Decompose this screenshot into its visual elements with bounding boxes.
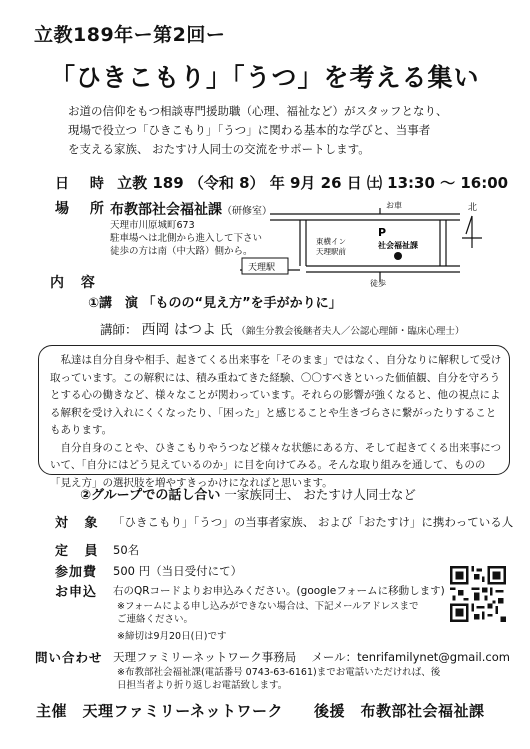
target-label: 対 象 <box>55 516 104 531</box>
fee-label: 参加費 <box>55 565 98 580</box>
lecturer-honorific: 氏 <box>215 322 233 337</box>
map-hotel-line2: 天理駅前 <box>316 247 346 256</box>
group-desc: 一家族同士、 おたすけ人同士など <box>224 487 416 502</box>
address-line: 駐車場へは北側から進入して下さい <box>110 233 263 244</box>
datetime-value: 立教 189 （令和 8） 年 9月 26 日 ㈯ 13:30 〜 16:00 <box>117 174 509 192</box>
venue-marker <box>394 252 402 260</box>
access-map <box>240 196 510 288</box>
parking-icon: P <box>378 226 387 239</box>
venue-room: （研修室） <box>222 206 272 217</box>
intro-line: お道の信仰をもつ相談専門援助職（心理、福祉など）がスタッフとなり、 <box>68 104 448 118</box>
target-value: 「ひきこもり」「うつ」の当事者家族、 および「おたすけ」に携わっている人 <box>113 515 514 529</box>
description-paragraph: 自分自身のことや、ひきこもりやうつなど様々な状態にある方、そして起きてくる出来事について、「自分にはどう見えているのか」に目を向けてみる。そんな取り組みを通して、ものの「見え方」の選択肢を増やすきっかけになればと思います。 <box>50 441 502 489</box>
lecturer-name: 西岡 はつよ <box>141 322 216 338</box>
map-venue-label: 社会福祉課 <box>378 241 418 250</box>
lecture-title: ①講 演 「ものの“見え方”を手がかりに」 <box>88 296 342 311</box>
lecturer-line <box>100 319 464 339</box>
intro-line: を支える家族、 おたすけ人同士の交流をサポートします。 <box>68 142 370 156</box>
capacity-value: 50名 <box>113 543 140 557</box>
map-hotel-line1: 東横イン <box>316 237 346 246</box>
datetime-label: 日 時 <box>55 176 112 192</box>
apply-value: 右のQRコードよりお申込みください。(googleフォームに移動します) <box>113 585 445 597</box>
map-station: 天理駅 <box>248 263 276 273</box>
intro-text <box>68 102 508 159</box>
map-car-label: お車 <box>386 201 402 210</box>
address-line: 天理市川原城町673 <box>110 220 195 231</box>
group-discussion <box>80 484 416 503</box>
qr-code-icon[interactable] <box>450 566 506 622</box>
apply-note: ※フォームによる申し込みができない場合は、下記メールアドレスまでご連絡ください。 <box>117 601 419 625</box>
description-paragraph: 私達は自分自身や相手、起きてくる出来事を「そのまま」ではなく、自分なりに解釈して受け取っています。この解釈には、積み重ねてきた経験、〇〇すべきといった価値観、自分を守ろうとする心の働きなど、様々なことが関わっています。それらの影響が強くなると、他の視点による解釈を受け入れにくくなったり、「困った」と感じることや生きづらさに繋がったりすることもあります。 <box>50 354 502 436</box>
inquiry-note: ※布教部社会福祉課(電話番号 0743-63-6161)までお電話いただければ、後日担当者より折り返しお電話致します。 <box>117 667 441 691</box>
address-line: 徒歩の方は南（中大路）側から。 <box>110 246 253 257</box>
map-north-label: 北 <box>468 203 478 213</box>
north-arrow-icon <box>462 216 482 248</box>
footer-organizers: 主催 天理ファミリーネットワーク 後援 布教部社会福祉課 <box>36 702 485 720</box>
apply-label: お申込 <box>55 585 98 600</box>
map-walk-label: 徒歩 <box>370 279 386 288</box>
group-title: ②グループでの話し合い <box>80 488 221 503</box>
datetime-row <box>55 172 508 193</box>
intro-line: 現場で役立つ「ひきこもり」「うつ」に関わる基本的な学びと、当事者 <box>68 123 431 137</box>
lecture-description <box>50 352 502 492</box>
lecturer-affiliation: （錦生分教会後継者夫人／公認心理師・臨床心理士） <box>236 326 465 337</box>
page-title: 「ひきこもり」「うつ」を考える集い <box>50 63 480 92</box>
inquiry-value: 天理ファミリーネットワーク事務局 メール：tenrifamilynet@gmail.com <box>113 650 510 664</box>
fee-value: 500 円（当日受付にて） <box>113 564 243 578</box>
inquiry-label: 問い合わせ <box>35 650 103 665</box>
venue-text: 布教部社会福祉課 <box>110 202 222 218</box>
lecturer-label: 講師： <box>100 322 138 337</box>
capacity-label: 定 員 <box>55 544 104 559</box>
title-line1: 立教189年ー第2回ー <box>34 24 226 46</box>
place-label: 場 所 <box>55 201 112 217</box>
content-label: 内 容 <box>50 275 101 291</box>
apply-deadline: ※締切は9月20日(日)です <box>117 631 227 642</box>
